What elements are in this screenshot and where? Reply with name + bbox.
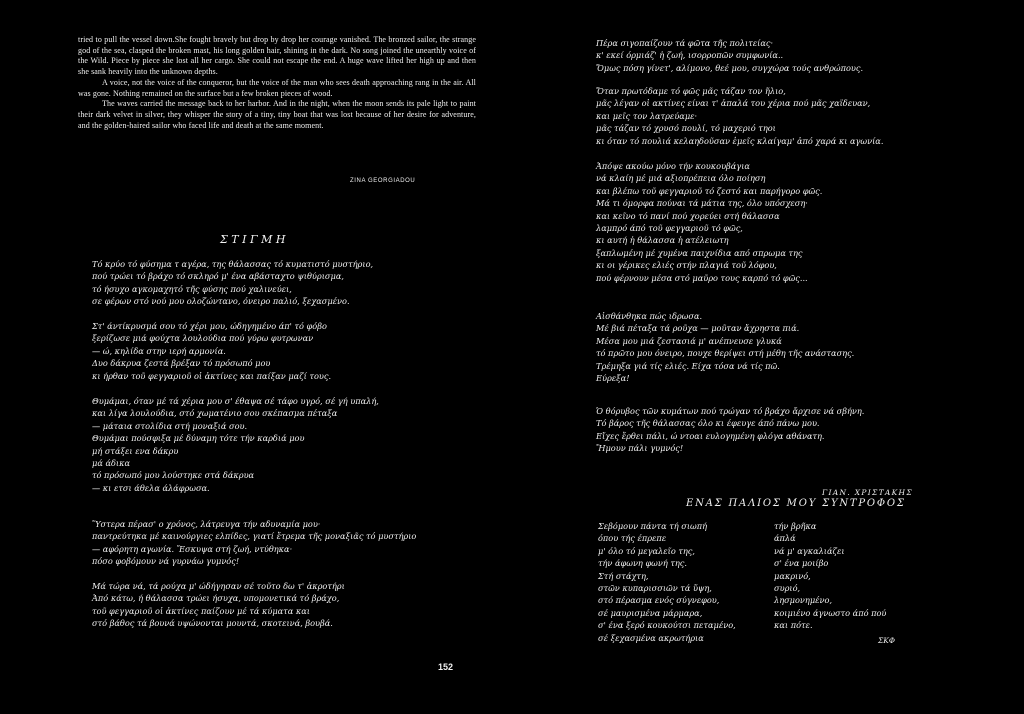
poem-line: μᾶς λέγαν οἱ ακτίνες είναι τ' ἁπαλά του χέρια πού μᾶς χαϊδευαν, (596, 98, 871, 109)
poem-line: νά μ' αγκαλιάζει (774, 545, 845, 556)
poem-line: Ἤμουν πάλι γυμνός! (596, 443, 684, 454)
poem-line: μακρινό, (774, 570, 811, 581)
poem-line: και κεῖνο τό πανί πού χορεύει στή θάλασσα (596, 210, 780, 221)
poem-line: τό πρόσωπό μου λούστηκε στά δάκρυα (92, 470, 255, 481)
poem-line: Ὁ θόρυβος τῶν κυμάτων πού τρώγαν τό βράχο ἄρχισε νά σβήνη. (596, 406, 865, 416)
poem-line: Δυο δάκρυα ζεστά βρέξαν τό πρόσωπό μου (92, 358, 271, 369)
poem-line: Τρέμηξα γιά τίς ελιές. Είχα τόσα νά τίς πῶ. (596, 360, 780, 371)
poem-line: και λίγα λουλούδια, στό χωματένιο σου σκέπασμα πέταξα (92, 408, 338, 419)
poem-line: συριό, (774, 583, 801, 594)
poem-line: Στ' άντίκρυσμά σου τό χέρι μου, ώδηγημένο άπ' τό φόβο (92, 321, 327, 331)
poem-line: και πότε. (774, 620, 813, 631)
poem-line: σ' ένα μοιίβο (774, 558, 829, 569)
poem-line: μά άδικα (92, 458, 131, 469)
poem-line: Εἴχες ἔρθει πάλι, ώ ντοαι ευλογημένη φλόγα αθάνατη. (596, 430, 825, 441)
poem-line: Πέρα σιγοπαίζουν τά φῶτα τῆς πολιτείας· (596, 38, 774, 48)
poem-line: Σεβόμουν πάντα τή σιωπή (598, 521, 708, 531)
english-paragraph: tried to pull the vessel down.She fought bravely but drop by drop her courage vanished. The bronzed sailor, the strange god of the sea, clasped the broken mast, his long golden hair, shining in the dark. No song joined the unearthly voice of the Wild. Piece by piece she lost all her cargo. She could not escape the end. A huge wave lifted her high up and then she sank heavily into the unknown depths. (78, 35, 476, 77)
poem-line: Ὕστερα πέρασ' ο χρόνος, λάτρευγα τήν αδυναμία μου· (92, 519, 321, 529)
poem-line: ξερίζωσε μιά φούχτα λουλούδια πού γύρω φυτρωναν (92, 333, 314, 344)
poem-line: τό ήσυχο αγκομαχητό τῆς φύσης πού χαλινεύει, (92, 283, 292, 294)
poem-line: τό πρῶτο μου όνειρο, πουχε θερίψει στή μέθη τῆς ανάστασης. (596, 348, 855, 359)
poem-line: στῶν κυπαρισσιῶν τά ὕψη, (598, 583, 712, 594)
poem-line: και μεῖς τον λατρεύαμε· (596, 110, 698, 121)
poem-line: πού φέρνουν μέσα στό μαῦρο τους καρπό τό φῶς... (596, 272, 808, 283)
two-column-poem (598, 520, 996, 644)
poem-author-initials: ΣΚΦ (878, 636, 896, 645)
poem-line: όπου τής έπρεπε (598, 533, 667, 544)
poem-title-stigmi: ΣΤΙΓΜΗ (220, 233, 289, 246)
poem-line (774, 632, 964, 644)
poem-line: Ὅμως πόση γίνετ', αλίμονο, θεέ μου, συγχώρα τούς ανθρώπους. (596, 62, 864, 73)
poem-line: σέ μαυρισμένα μάρμαρα, (598, 607, 703, 618)
poem-line: νά κλαίη μέ μιά αξιοπρέπεια όλο ποίηση (596, 173, 766, 184)
poem-line: — κι ετσι άθελα άλάφρωσα. (92, 482, 210, 493)
greek-stanza (596, 160, 822, 284)
greek-stanza (92, 258, 373, 308)
poem-line: πόσο φοβόμουν νά γυρνάω γυμνός! (92, 556, 240, 567)
poem-line: μή στάξει ενα δάκρυ (92, 445, 179, 456)
english-paragraph: A voice, not the voice of the conqueror, but the voice of the man who sees death approaching rang in the air. All was gone. Nothing remained on the surface but a few broken pieces of wood. (78, 77, 476, 98)
poem-line: ξαπλωμένη μέ χυμένα παιχνίδια από σπρωμα της (596, 247, 803, 258)
page-number: 152 (438, 662, 454, 672)
greek-stanza (596, 310, 854, 384)
poem-line: μ' όλο τό μεγαλεῖο της, (598, 545, 695, 556)
poem-line: Μά τώρα νά, τά ρούχα μ' ώδήγησαν σέ τοῦτο δω τ' ἀκροτήρι (92, 581, 345, 591)
poem-line: Ἀπό κάτω, ή θάλασσα τρώει ήσυχα, υπομονετικά τό βράχο, (92, 593, 340, 604)
poem-line: άπλά (774, 533, 796, 544)
greek-stanza (596, 37, 863, 74)
poem-line: λησμονημένο, (774, 595, 833, 606)
poem-line: — ώ, κηλίδα στην ιερή αρμονία. (92, 345, 226, 356)
poem-line: Ὅταν πρωτόδαμε τό φῶς μᾶς τάζαν τον ἥλιο, (596, 86, 786, 96)
poem-line: Εύρεξα! (596, 373, 630, 384)
poem-line: Τό κρύο τό φύσημα τ αγέρα, της θάλασσας τό κυματιστό μυστήριο, (92, 259, 374, 269)
poem-line: — αφόρητη αγωνία. Ἔσκυψα στή ζωή, ντύθηκα· (92, 543, 293, 554)
poem-line: σ' ένα ξερό κουκούτσι πεταμένο, (598, 620, 736, 631)
poem-line: Στή στάχτη, (598, 570, 649, 581)
poem-line: στό πέρασμα ενός σύγνεφου, (598, 595, 720, 606)
poem-line: Θυμάμαι πούσφιξα μέ δύναμη τότε τήν καρδιά μου (92, 433, 305, 444)
greek-stanza (92, 580, 345, 630)
greek-stanza (596, 85, 883, 147)
poem-line: και βλέπω τοῦ φεγγαριοῦ τό ζεστό και παρήγορο φῶς. (596, 185, 823, 196)
poem-title-old-companion: ΕΝΑΣ ΠΑΛΙΟΣ ΜΟΥ ΣΥΝΤΡΟΦΟΣ (686, 498, 906, 509)
greek-stanza (92, 518, 416, 568)
poem-line: — μάταια στολίδια στή μοναξιά σου. (92, 420, 248, 431)
poem-line: σέ ξεχασμένα ακρωτήρια (598, 632, 704, 643)
poem-line: Μέ βιά πέταξα τά ροῦχα — μοῦταν ἄχρηστα πιά. (596, 323, 800, 334)
poem-line: τήν βρῆκα (774, 521, 817, 531)
poem-line: παντρεύτηκα μέ καινούργιες ελπίδες, γιατί ἔτρεμα τῆς μοναξιᾶς τό μυστήριο (92, 531, 417, 542)
english-prose (78, 35, 476, 131)
poem-line: κι ήρθαν τοῦ φεγγαριοῦ οἱ ἀκτίνες και παίξαν μαζί τους. (92, 370, 332, 381)
poem-line: Αἰσθάνθηκα πώς ιδρωσα. (596, 311, 703, 321)
greek-stanza (596, 405, 864, 455)
poem-line: Μέσα μου μιά ζεστασιά μ' ανέπνευσε γλυκά (596, 335, 782, 346)
poem-line: Ἀπόψε ακούω μόνο τήν κουκουβάγια (596, 161, 750, 171)
poem-line: σε φέρων στό νού μου ολοζώντανο, όνειρο παλιό, ξεχασμένο. (92, 296, 350, 307)
poem-line: Θυμάμαι, όταν μέ τά χέρια μου σ' έθαψα σέ τάφο υγρό, σέ γή υπαλή, (92, 396, 379, 406)
poem-line: κοιμιένο άγνωστο άπό πού (774, 607, 887, 618)
english-author-signature: ZINA GEORGIADOU (350, 178, 416, 184)
poem-line: κι αυτή ἡ θάλασσα ἡ ατέλειωτη (596, 235, 729, 246)
greek-stanza (92, 320, 331, 382)
poem-line: τοῦ φεγγαριοῦ οἱ ἀκτίνες παίζουν μέ τά κύματα και (92, 605, 310, 616)
english-paragraph: The waves carried the message back to her harbor. And in the night, when the moon sends its pale light to paint their dark velvet in silver, they whisper the story of a tiny, tiny boat that was lost because of her desire for adventure, and the golden-haired sailor who faced life and death at the same moment. (78, 99, 476, 130)
poem-line: κ' εκεί όρμιάζ' ἡ ζωή, ισορροπῶν συμφωνία.. (596, 50, 784, 61)
poem-line: τήν άφωνη φωνή της. (598, 558, 687, 569)
poem-line: Μά τι όμορφα πούναι τά μάτια της, όλο υπόσχεση· (596, 198, 808, 209)
greek-stanza (92, 395, 379, 494)
poem-line: λαμπρό άπό τοῦ φεγγαριοῦ τό φῶς, (596, 223, 743, 234)
poem-line: κι όταν τό πουλιά κελαηδοῦσαν ἐμεῖς κλαίγαμ' ἀπό χαρά κι αγωνία. (596, 135, 884, 146)
poem-line: μᾶς τάζαν τό χρυσό πουλί, τό μαχεριό τηοι (596, 123, 776, 134)
poem-author-signature: ΓΙΑΝ. ΧΡΙΣΤΑΚΗΣ (822, 488, 913, 497)
poem-line: Τό βάρος τῆς θάλασσας όλο κι έφευγε άπό πάνω μου. (596, 418, 820, 429)
poem-line: κι οι γέρικες ελιές στήν πλαγιά τοῦ λόφου, (596, 260, 777, 271)
poem-line: πού τρώει τό βράχο τό σκληρό μ' ένα αβάσταχτο ψιθύρισμα, (92, 271, 344, 282)
poem-line: στό βάθος τά βουνά υψώνονται μουντά, σκοτεινά, βουβά. (92, 618, 333, 629)
